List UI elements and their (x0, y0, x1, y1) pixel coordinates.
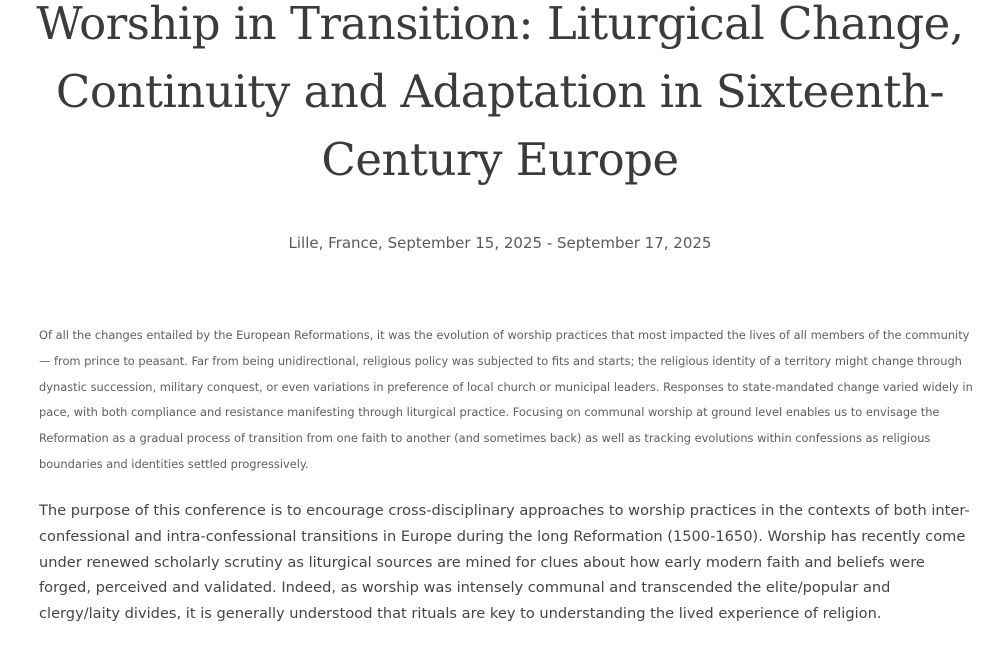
purpose-paragraph: The purpose of this conference is to encourage cross-disciplinary approaches to worship practices in the contexts of both inter-confessional and intra-confessional transitions in Europe during the long Reformation (1500-1650). Worship has recently come under renewed scholarly scrutiny as liturgical sources are mined for clues about how early modern faith and beliefs were forged, perceived and validated. Indeed, as worship was intensely communal and transcended the elite/popular and clergy/laity divides, it is generally understood that rituals are key to understanding the lived experience of religion. (39, 502, 970, 623)
location-and-dates: Lille, France, September 15, 2025 - September 17, 2025 (288, 234, 712, 252)
page-title: Worship in Transition: Liturgical Change, Continuity and Adaptation in Sixteenth-Century Europe (36, 0, 964, 186)
intro-paragraph: Of all the changes entailed by the European Reformations, it was the evolution of worship practices that most impacted the lives of all members of the community — from prince to peasant. Far from being unidirectional, religious policy was subjected to fits and starts; the religious identity of a territory might change through dynastic succession, military conquest, or even variations in preference of local church or municipal leaders. Responses to state-mandated change varied widely in pace, with both compliance and resistance manifesting through liturgical practice. Focusing on communal worship at ground level enables us to envisage the Reformation as a gradual process of transition from one faith to another (and sometimes back) as well as tracking evolutions within confessions as religious boundaries and identities settled progressively. (39, 328, 973, 471)
